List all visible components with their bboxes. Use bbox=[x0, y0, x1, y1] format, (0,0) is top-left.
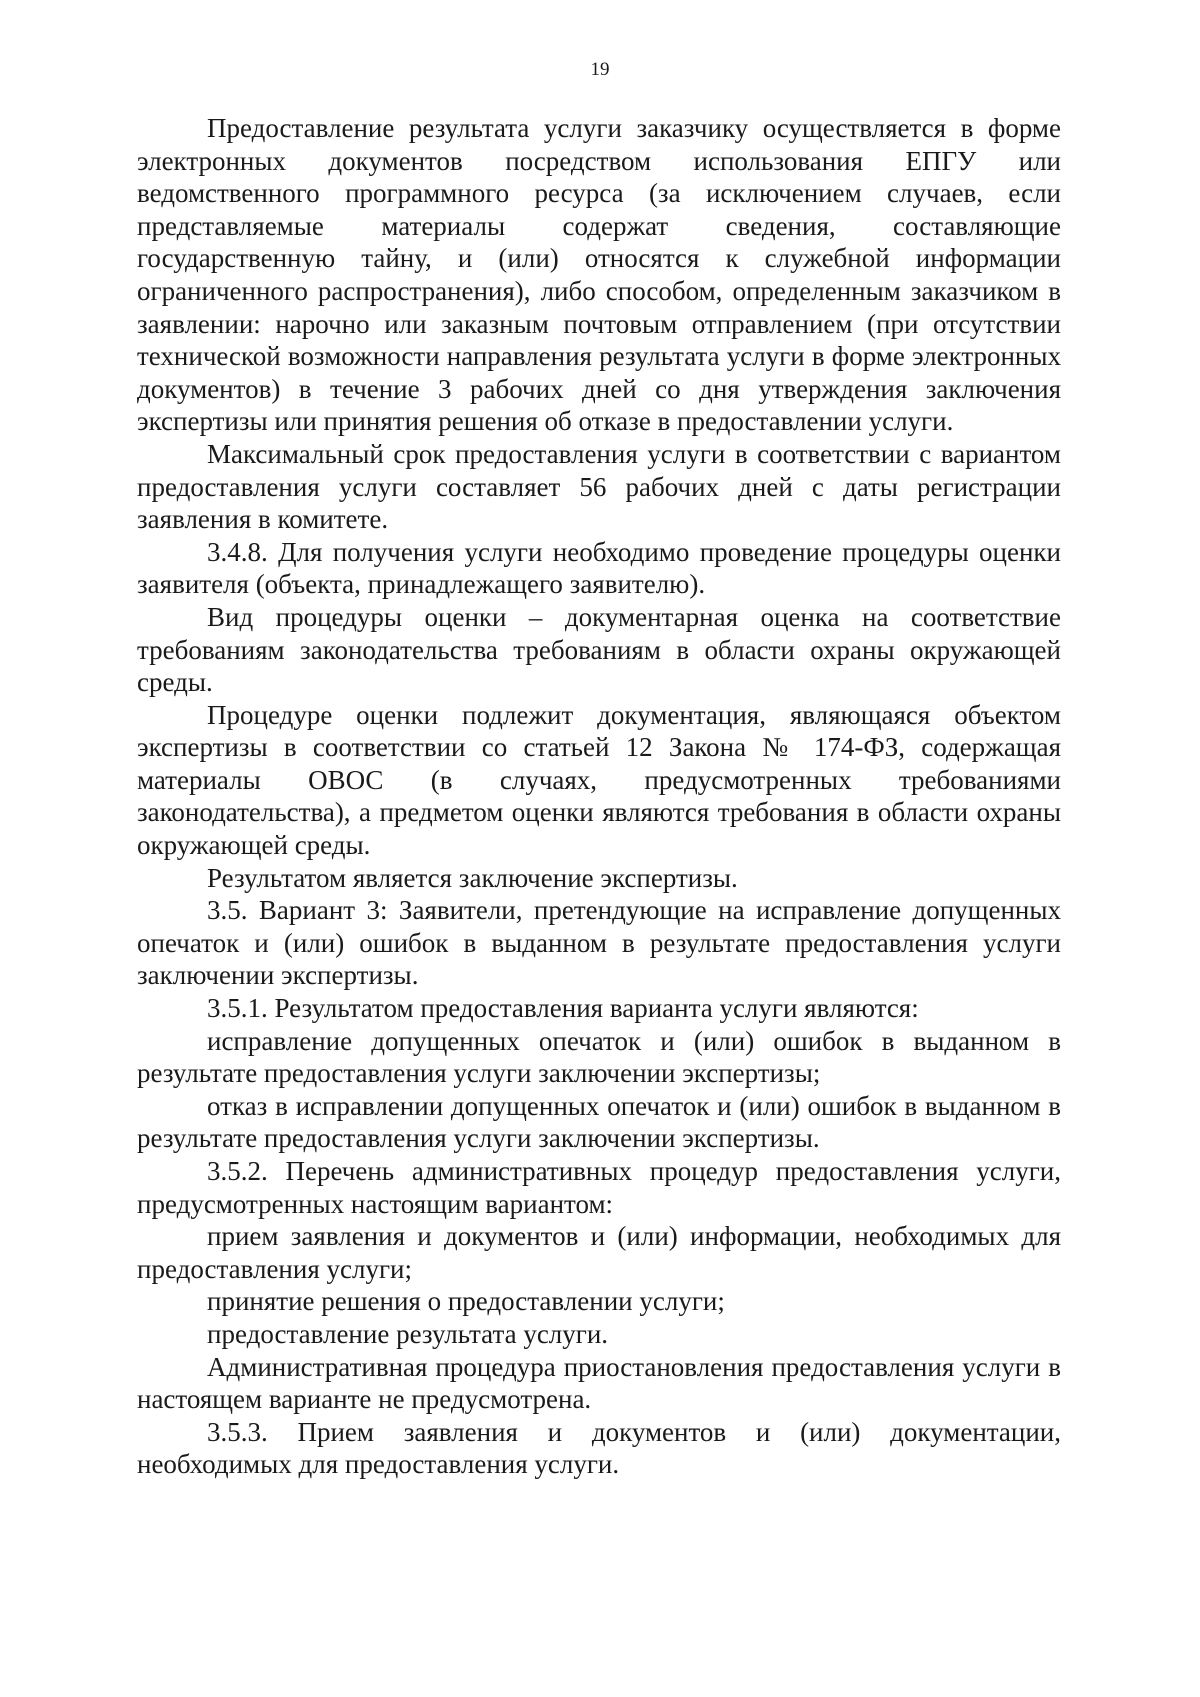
paragraph-result: Результатом является заключение экспертизы. bbox=[207, 862, 738, 893]
paragraph-result-delivery: Предоставление результата услуги заказчику осуществляется в форме электронных документов посредством использования ЕПГУ или ведомственного программного ресурса (за исключением случаев, если представляемые материалы содержат сведения, составляющие государственную тайну, и (или) относятся к служебной информации ограниченного распространения), либо способом, определенным заказчиком в заявлении: нарочно или заказным почтовым отправлением (при отсутствии технической возможности направления результата услуги в форме электронных документов) в течение 3 рабочих дней со дня утверждения заключения экспертизы или принятия решения об отказе в предоставлении услуги. bbox=[137, 113, 1061, 437]
list-item-decision: принятие решения о предоставлении услуги; bbox=[207, 1286, 725, 1317]
list-item-reception: прием заявления и документов и (или) информации, необходимых для предоставления услуги; bbox=[137, 1221, 1061, 1284]
paragraph-suspension: Административная процедура приостановления предоставления услуги в настоящем варианте не предусмотрена. bbox=[137, 1351, 1061, 1415]
paragraph-max-term: Максимальный срок предоставления услуги в соответствии с вариантом предоставления услуги составляет 56 рабочих дней с даты регистрации заявления в комитете. bbox=[137, 438, 1061, 535]
paragraph-3-5-1: 3.5.1. Результатом предоставления варианта услуги являются: bbox=[207, 993, 919, 1024]
list-item-delivery: предоставление результата услуги. bbox=[207, 1318, 609, 1349]
paragraph-3-5-2: 3.5.2. Перечень административных процедур предоставления услуги, предусмотренных настоящим вариантом: bbox=[137, 1156, 1061, 1219]
paragraph-correction: исправление допущенных опечаток и (или) ошибок в выданном в результате предоставления услуги заключении экспертизы; bbox=[137, 1025, 1061, 1089]
paragraph-3-5: 3.5. Вариант 3: Заявители, претендующие на исправление допущенных опечаток и (или) ошибок в выданном в результате предоставления услуги заключении экспертизы. bbox=[137, 895, 1061, 991]
paragraph-refusal: отказ в исправлении допущенных опечаток и (или) ошибок в выданном в результате предоставления услуги заключении экспертизы. bbox=[137, 1090, 1061, 1154]
paragraph-assessment-subject: Процедуре оценки подлежит документация, являющаяся объектом экспертизы в соответствии со статьей 12 Закона № 174-ФЗ, содержащая материалы ОВОС (в случаях, предусмотренных требованиями законодательства), а предметом оценки являются требования в области охраны окружающей среды. bbox=[137, 699, 1061, 861]
paragraph-assessment-type: Вид процедуры оценки – документарная оценка на соответствие требованиям законодательства требованиям в области охраны окружающей среды. bbox=[137, 601, 1061, 698]
paragraph-3-5-3: 3.5.3. Прием заявления и документов и (или) документации, необходимых для предоставления услуги. bbox=[137, 1416, 1061, 1480]
paragraph-3-4-8: 3.4.8. Для получения услуги необходимо проведение процедуры оценки заявителя (объекта, принадлежащего заявителю). bbox=[137, 536, 1061, 600]
page-number: 19 bbox=[590, 59, 610, 80]
document-body bbox=[137, 112, 1061, 1481]
